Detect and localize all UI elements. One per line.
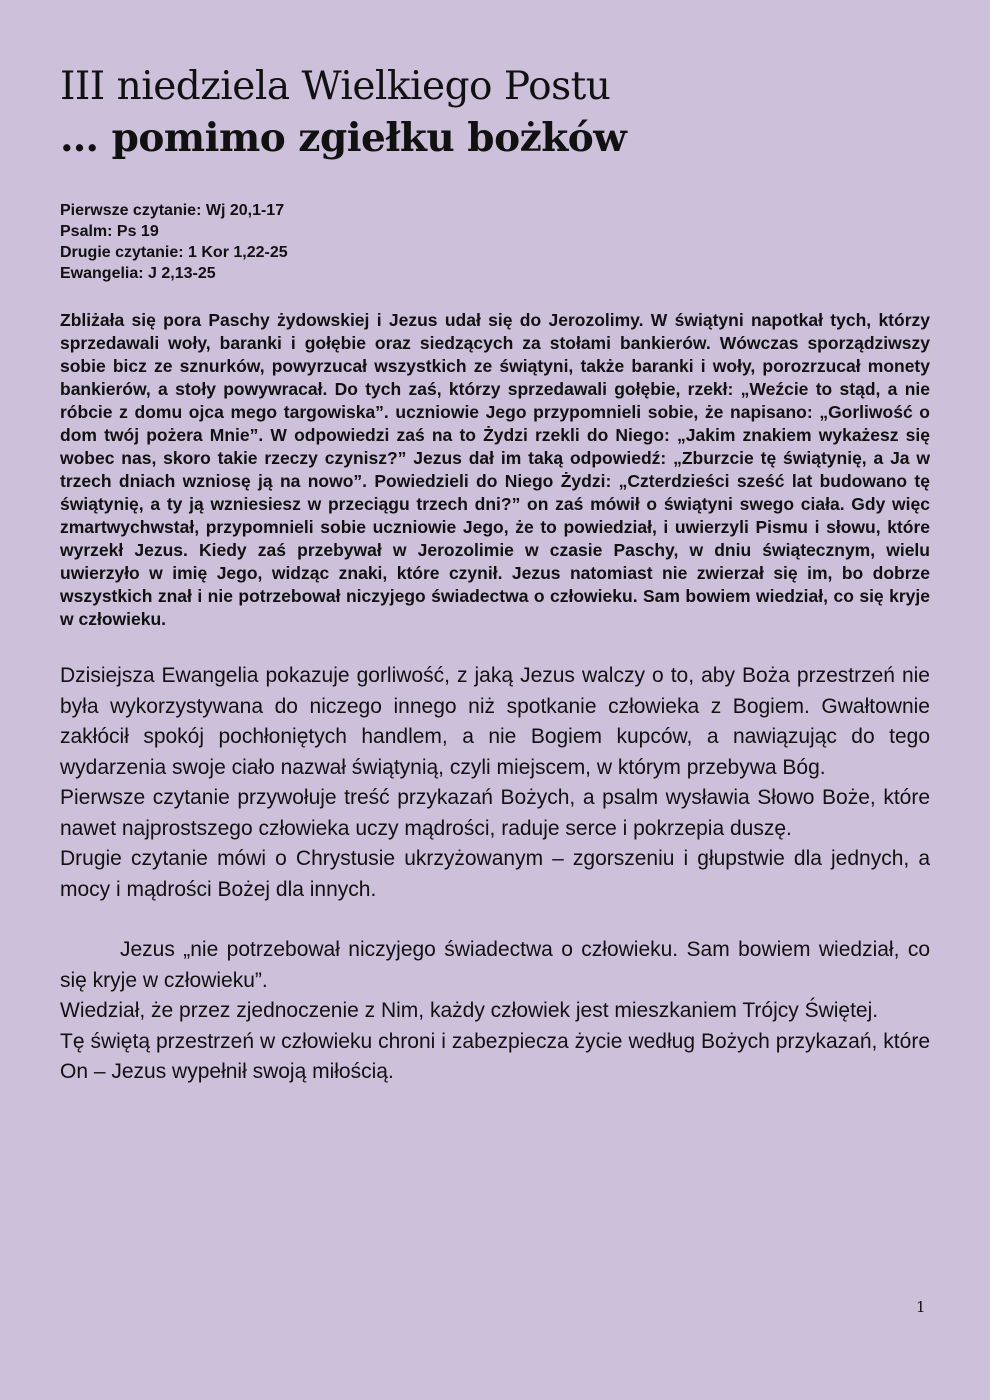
document-page bbox=[60, 62, 930, 1088]
commentary-paragraph-1: Dzisiejsza Ewangelia pokazuje gorliwość, z jaką Jezus walczy o to, aby Boża przestrzeń nie była wykorzystywana do niczego innego niż spotkanie człowieka z Bogiem. Gwałtownie zakłócił spokój pochłoniętych handlem, a nie Bogiem kupców, a nawiązując do tego wydarzenia swoje ciało nazwał świątynią, czyli miejscem, w którym przebywa Bóg. bbox=[60, 664, 930, 779]
commentary bbox=[60, 661, 930, 1088]
commentary-paragraph-2: Pierwsze czytanie przywołuje treść przykazań Bożych, a psalm wysławia Słowo Boże, które nawet najprostszego człowieka uczy mądrości, raduje serce i pokrzepia duszę. bbox=[60, 786, 930, 840]
commentary-paragraph-4: Jezus „nie potrzebował niczyjego świadectwa o człowieku. Sam bowiem wiedział, co się kryje w człowieku”. bbox=[60, 938, 930, 992]
reading-first: Pierwsze czytanie: Wj 20,1-17 bbox=[60, 202, 285, 219]
readings-list bbox=[60, 200, 930, 284]
commentary-paragraph-6: Tę świętą przestrzeń w człowieku chroni i zabezpiecza życie według Bożych przykazań, które On – Jezus wypełnił swoją miłością. bbox=[60, 1029, 930, 1083]
title-line-1: III niedziela Wielkiego Postu bbox=[60, 64, 611, 109]
reading-second: Drugie czytanie: 1 Kor 1,22-25 bbox=[60, 244, 288, 261]
gospel-text: Zbliżała się pora Paschy żydowskiej i Jezus udał się do Jerozolimy. W świątyni napotkał tych, którzy sprzedawali woły, baranki i gołębie oraz siedzących za stołami bankierów. Wówczas sporządziwszy sobie bicz ze sznurków, powyrzucał wszystkich ze świątyni, także baranki i woły, porozrzucał monety bankierów, a stoły powywracał. Do tych zaś, którzy sprzedawali gołębie, rzekł: „Weźcie to stąd, a nie róbcie z domu ojca mego targowiska”. uczniowie Jego przypomnieli sobie, że napisano: „Gorliwość o dom twój pożera Mnie”. W odpowiedzi zaś na to Żydzi rzekli do Niego: „Jakim znakiem wykażesz się wobec nas, skoro takie rzeczy czynisz?” Jezus dał im taką odpowiedź: „Zburzcie tę świątynię, a Ja w trzech dniach wzniosę ją na nowo”. Powiedzieli do Niego Żydzi: „Czterdzieści sześć lat budowano tę świątynię, a ty ją wzniesiesz w przeciągu trzech dni?” on zaś mówił o świątyni swego ciała. Gdy więc zmartwychwstał, przypomnieli sobie uczniowie Jego, że to powiedział, i uwierzyli Pismu i słowu, które wyrzekł Jezus. Kiedy zaś przebywał w Jerozolimie w czasie Paschy, w dniu świątecznym, wielu uwierzyło w imię Jego, widząc znaki, które czynił. Jezus natomiast nie zwierzał się im, bo dobrze wszystkich znał i nie potrzebował niczyjego świadectwa o człowieku. Sam bowiem wiedział, co się kryje w człowieku. bbox=[60, 310, 930, 629]
commentary-paragraph-5: Wiedział, że przez zjednoczenie z Nim, każdy człowiek jest mieszkaniem Trójcy Świętej. bbox=[60, 999, 879, 1022]
title-line-2: … pomimo zgiełku bożków bbox=[60, 115, 627, 161]
reading-gospel: Ewangelia: J 2,13-25 bbox=[60, 265, 216, 282]
commentary-paragraph-3: Drugie czytanie mówi o Chrystusie ukrzyżowanym – zgorszeniu i głupstwie dla jednych, a mocy i mądrości Bożej dla innych. bbox=[60, 847, 930, 901]
page-number: 1 bbox=[916, 1298, 926, 1316]
reading-psalm: Psalm: Ps 19 bbox=[60, 223, 159, 240]
